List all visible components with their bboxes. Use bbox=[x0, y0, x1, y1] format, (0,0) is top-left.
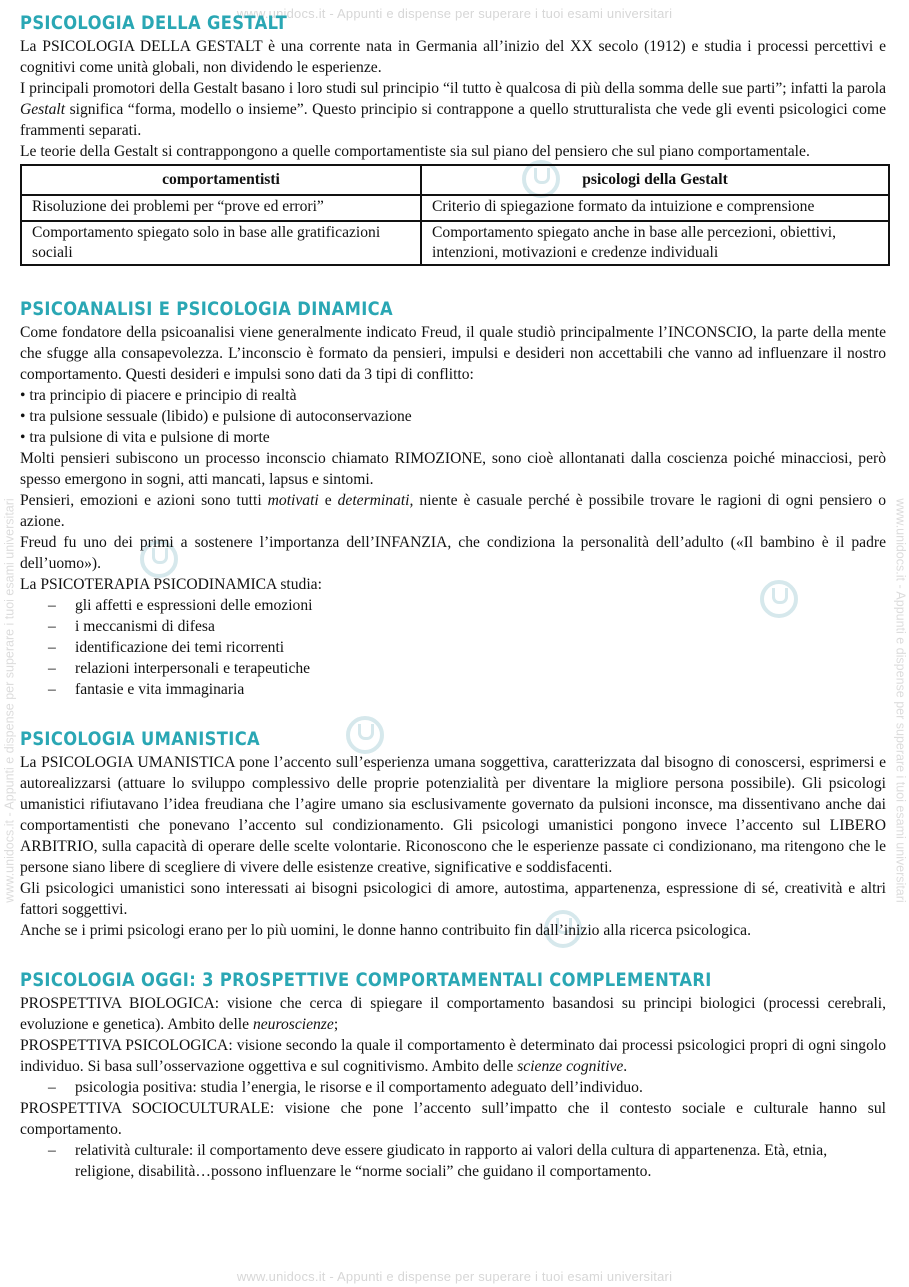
prospettiva-socioculturale: PROSPETTIVA SOCIOCULTURALE: visione che pone l’accento sull’impatto che il contesto sociale e culturale hanno sul comportamento. bbox=[20, 1098, 886, 1140]
prospettiva-psicologica: PROSPETTIVA PSICOLOGICA: visione secondo la quale il comportamento è determinato dai processi psicologici propri di ogni singolo individuo. Si basa sull’osservazione oggettiva e sul cognitivismo. Ambito delle scienze cognitive. bbox=[20, 1035, 886, 1077]
list-item: – i meccanismi di difesa bbox=[20, 616, 886, 637]
table-cell: Comportamento spiegato solo in base alle gratificazioni sociali bbox=[21, 221, 421, 265]
umanistica-paragraph-3: Anche se i primi psicologi erano per lo più uomini, le donne hanno contribuito fin dall’inizio alla ricerca psicologica. bbox=[20, 920, 886, 941]
section-title-gestalt: PSICOLOGIA DELLA GESTALT bbox=[20, 10, 765, 36]
list-item: – fantasie e vita immaginaria bbox=[20, 679, 886, 700]
psicoanalisi-paragraph-4: Freud fu uno dei primi a sostenere l’importanza dell’INFANZIA, che condiziona la personalità dell’adulto («Il bambino è il padre dell’uomo»). bbox=[20, 532, 886, 574]
list-item: – gli affetti e espressioni delle emozioni bbox=[20, 595, 886, 616]
psicoterapia-topics bbox=[20, 595, 886, 700]
comparison-table bbox=[20, 164, 890, 266]
psicoanalisi-paragraph-3: Pensieri, emozioni e azioni sono tutti motivati e determinati, niente è casuale perché è possibile trovare le ragioni di ogni pensiero o azione. bbox=[20, 490, 886, 532]
socioculturale-sublist bbox=[20, 1140, 886, 1182]
table-cell: Criterio di spiegazione formato da intuizione e comprensione bbox=[421, 195, 889, 221]
watermark-bottom: www.unidocs.it - Appunti e dispense per superare i tuoi esami universitari bbox=[0, 1266, 909, 1287]
list-item: – identificazione dei temi ricorrenti bbox=[20, 637, 886, 658]
table-cell: Risoluzione dei problemi per “prove ed errori” bbox=[21, 195, 421, 221]
list-item: • tra principio di piacere e principio di realtà bbox=[20, 385, 886, 406]
table-header: comportamentisti bbox=[21, 165, 421, 195]
list-item: – relatività culturale: il comportamento deve essere giudicato in rapporto ai valori della cultura di appartenenza. Età, etnia, religione, disabilità…possono influenzare le “norme sociali” che guidano il comportamento. bbox=[20, 1140, 886, 1182]
watermark-top: www.unidocs.it - Appunti e dispense per superare i tuoi esami universitari bbox=[0, 3, 909, 24]
umanistica-paragraph-2: Gli psicologici umanistici sono interessati ai bisogni psicologici di amore, autostima, appartenenza, espressione di sé, creatività e altri fattori soggettivi. bbox=[20, 878, 886, 920]
table-header-row bbox=[21, 165, 889, 195]
table-cell: Comportamento spiegato anche in base alle percezioni, obiettivi, intenzioni, motivazioni e credenze individuali bbox=[421, 221, 889, 265]
gestalt-paragraph-1: La PSICOLOGIA DELLA GESTALT è una corrente nata in Germania all’inizio del XX secolo (1912) e studia i processi percettivi e cognitivi come unità globali, non dividendo le esperienze. bbox=[20, 36, 886, 78]
gestalt-paragraph-3: Le teorie della Gestalt si contrappongono a quelle comportamentiste sia sul piano del pensiero che sul piano comportamentale. bbox=[20, 141, 886, 162]
prospettiva-biologica: PROSPETTIVA BIOLOGICA: visione che cerca di spiegare il comportamento basandosi su principi biologici (processi cerebrali, evoluzione e genetica). Ambito delle neuroscienze; bbox=[20, 993, 886, 1035]
conflict-list bbox=[20, 385, 886, 448]
umanistica-paragraph-1: La PSICOLOGIA UMANISTICA pone l’accento sull’esperienza umana soggettiva, caratterizzata dal bisogno di conoscersi, esprimersi e autorealizzarsi (attuare lo sviluppo complessivo delle proprie potenzialità per diventare la migliore persona possibile). Gli psicologi umanistici rifiutavano l’idea freudiana che l’agire umano sia esclusivamente governato da pulsioni inconsce, ma dissentivano anche dai comportamentisti che ponevano l’accento sul condizionamento. Gli psicologi umanistici pongono invece l’accento sul LIBERO ARBITRIO, sulla capacità di operare delle scelte volontarie. Riconoscono che le esperienze passate ci condizionano, ma ritengono che le persone siano libere di scegliere di vivere delle esistenze creative, significative e soddisfacenti. bbox=[20, 752, 886, 878]
list-item: • tra pulsione sessuale (libido) e pulsione di autoconservazione bbox=[20, 406, 886, 427]
list-item: – relazioni interpersonali e terapeutiche bbox=[20, 658, 886, 679]
section-title-psicoanalisi: PSICOANALISI E PSICOLOGIA DINAMICA bbox=[20, 296, 765, 322]
section-title-oggi: PSICOLOGIA OGGI: 3 PROSPETTIVE COMPORTAMENTALI COMPLEMENTARI bbox=[20, 967, 765, 993]
document-body bbox=[20, 10, 886, 1182]
watermark-right: www.unidocs.it - Appunti e dispense per superare i tuoi esami universitari bbox=[890, 221, 909, 1181]
gestalt-paragraph-2: I principali promotori della Gestalt basano i loro studi sul principio “il tutto è qualcosa di più della somma delle sue parti”; infatti la parola Gestalt significa “forma, modello o insieme”. Questo principio si contrappone a quello strutturalista che vede gli eventi psicologici come frammenti separati. bbox=[20, 78, 886, 141]
list-item: – psicologia positiva: studia l’energia, le risorse e il comportamento adeguato dell’individuo. bbox=[20, 1077, 886, 1098]
table-row bbox=[21, 221, 889, 265]
psicologica-sublist bbox=[20, 1077, 886, 1098]
table-row bbox=[21, 195, 889, 221]
section-title-umanistica: PSICOLOGIA UMANISTICA bbox=[20, 726, 765, 752]
list-item: • tra pulsione di vita e pulsione di morte bbox=[20, 427, 886, 448]
table-header: psicologi della Gestalt bbox=[421, 165, 889, 195]
psicoanalisi-paragraph-2: Molti pensieri subiscono un processo inconscio chiamato RIMOZIONE, sono cioè allontanati dalla coscienza poiché minacciosi, però spesso emergono in sogni, atti mancati, lapsus e sintomi. bbox=[20, 448, 886, 490]
psicoanalisi-paragraph-5: La PSICOTERAPIA PSICODINAMICA studia: bbox=[20, 574, 886, 595]
psicoanalisi-paragraph-1: Come fondatore della psicoanalisi viene generalmente indicato Freud, il quale studiò principalmente l’INCONSCIO, la parte della mente che sfugge alla consapevolezza. L’inconscio è formato da pensieri, impulsi e desideri non accettabili che vanno ad influenzare il nostro comportamento. Questi desideri e impulsi sono dati da 3 tipi di conflitto: bbox=[20, 322, 886, 385]
watermark-left: www.unidocs.it - Appunti e dispense per superare i tuoi esami universitari bbox=[0, 221, 21, 1181]
